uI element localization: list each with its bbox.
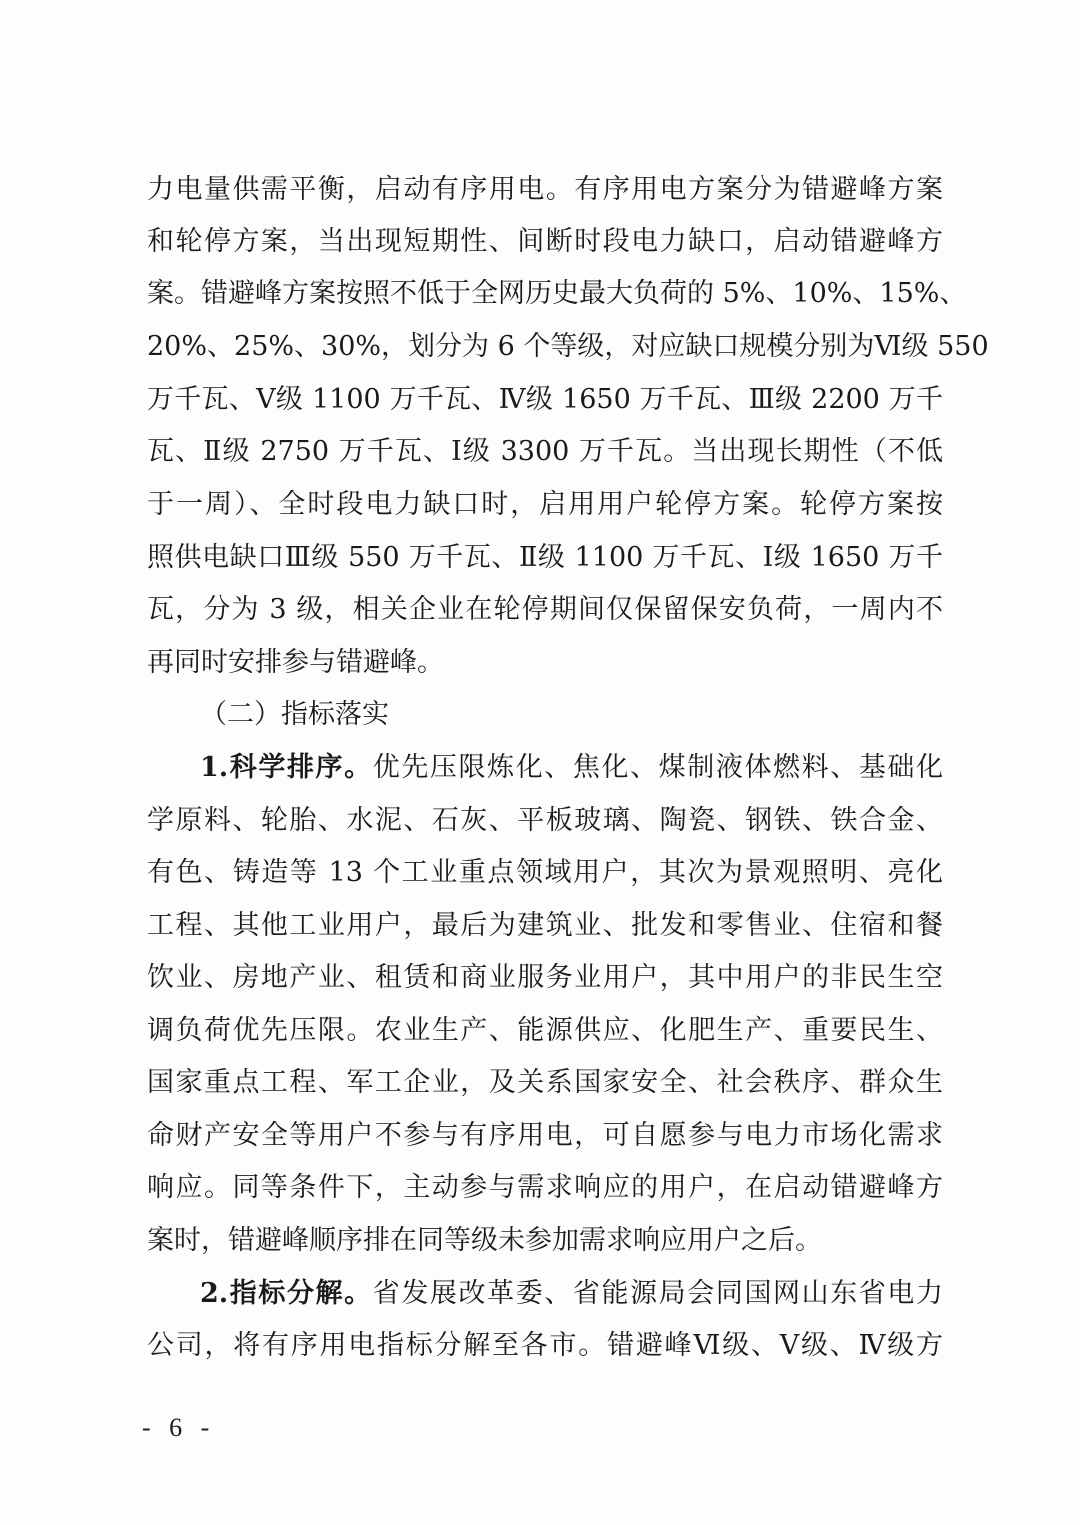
page-number: - 6 - [142,1413,216,1442]
section-heading: （二）指标落实 [200,699,389,730]
item2-title: 2.指标分解。 [200,1278,373,1309]
paragraph-line: 学原料、轮胎、水泥、石灰、平板玻璃、陶瓷、钢铁、铁合金、 [147,805,943,836]
item2-first-line-text: 省发展改革委、省能源局会同国网山东省电力 [372,1278,944,1309]
paragraph-line: 再同时安排参与错避峰。 [147,647,444,678]
paragraph-line: 照供电缺口Ⅲ级 550 万千瓦、Ⅱ级 1100 万千瓦、Ⅰ级 1650 万千 [147,542,943,573]
paragraph-line: 饮业、房地产业、租赁和商业服务业用户，其中用户的非民生空 [147,962,943,993]
item1-title: 1.科学排序。 [200,752,373,783]
paragraph-line: 响应。同等条件下，主动参与需求响应的用户，在启动错避峰方 [147,1172,943,1203]
paragraph-line: 案时，错避峰顺序排在同等级未参加需求响应用户之后。 [147,1225,822,1256]
paragraph-line: 有色、铸造等 13 个工业重点领域用户，其次为景观照明、亮化 [147,857,943,888]
paragraph-line: 万千瓦、Ⅴ级 1100 万千瓦、Ⅳ级 1650 万千瓦、Ⅲ级 2200 万千 [147,384,943,415]
paragraph-line: 公司，将有序用电指标分解至各市。错避峰Ⅵ级、Ⅴ级、Ⅳ级方 [147,1330,943,1361]
paragraph-line: 工程、其他工业用户，最后为建筑业、批发和零售业、住宿和餐 [147,910,943,941]
paragraph-line: 国家重点工程、军工企业，及关系国家安全、社会秩序、群众生 [147,1067,943,1098]
item2-first-line [200,1274,943,1314]
item1-first-line [200,748,943,788]
paragraph-line: 案。错避峰方案按照不低于全网历史最大负荷的 5%、10%、15%、 [147,278,967,309]
paragraph-line: 20%、25%、30%，划分为 6 个等级，对应缺口规模分别为Ⅵ级 550 [147,331,989,362]
paragraph-line: 于一周）、全时段电力缺口时，启用用户轮停方案。轮停方案按 [147,489,943,520]
paragraph-line: 力电量供需平衡，启动有序用电。有序用电方案分为错避峰方案 [147,174,943,205]
item1-first-line-text: 优先压限炼化、焦化、煤制液体燃料、基础化 [372,752,944,783]
paragraph-line: 和轮停方案，当出现短期性、间断时段电力缺口，启动错避峰方 [147,226,943,257]
paragraph-line: 命财产安全等用户不参与有序用电，可自愿参与电力市场化需求 [147,1120,943,1151]
paragraph-line: 瓦、Ⅱ级 2750 万千瓦、Ⅰ级 3300 万千瓦。当出现长期性（不低 [147,436,943,467]
paragraph-line: 调负荷优先压限。农业生产、能源供应、化肥生产、重要民生、 [147,1015,943,1046]
paragraph-line: 瓦，分为 3 级，相关企业在轮停期间仅保留保安负荷，一周内不 [147,594,943,625]
